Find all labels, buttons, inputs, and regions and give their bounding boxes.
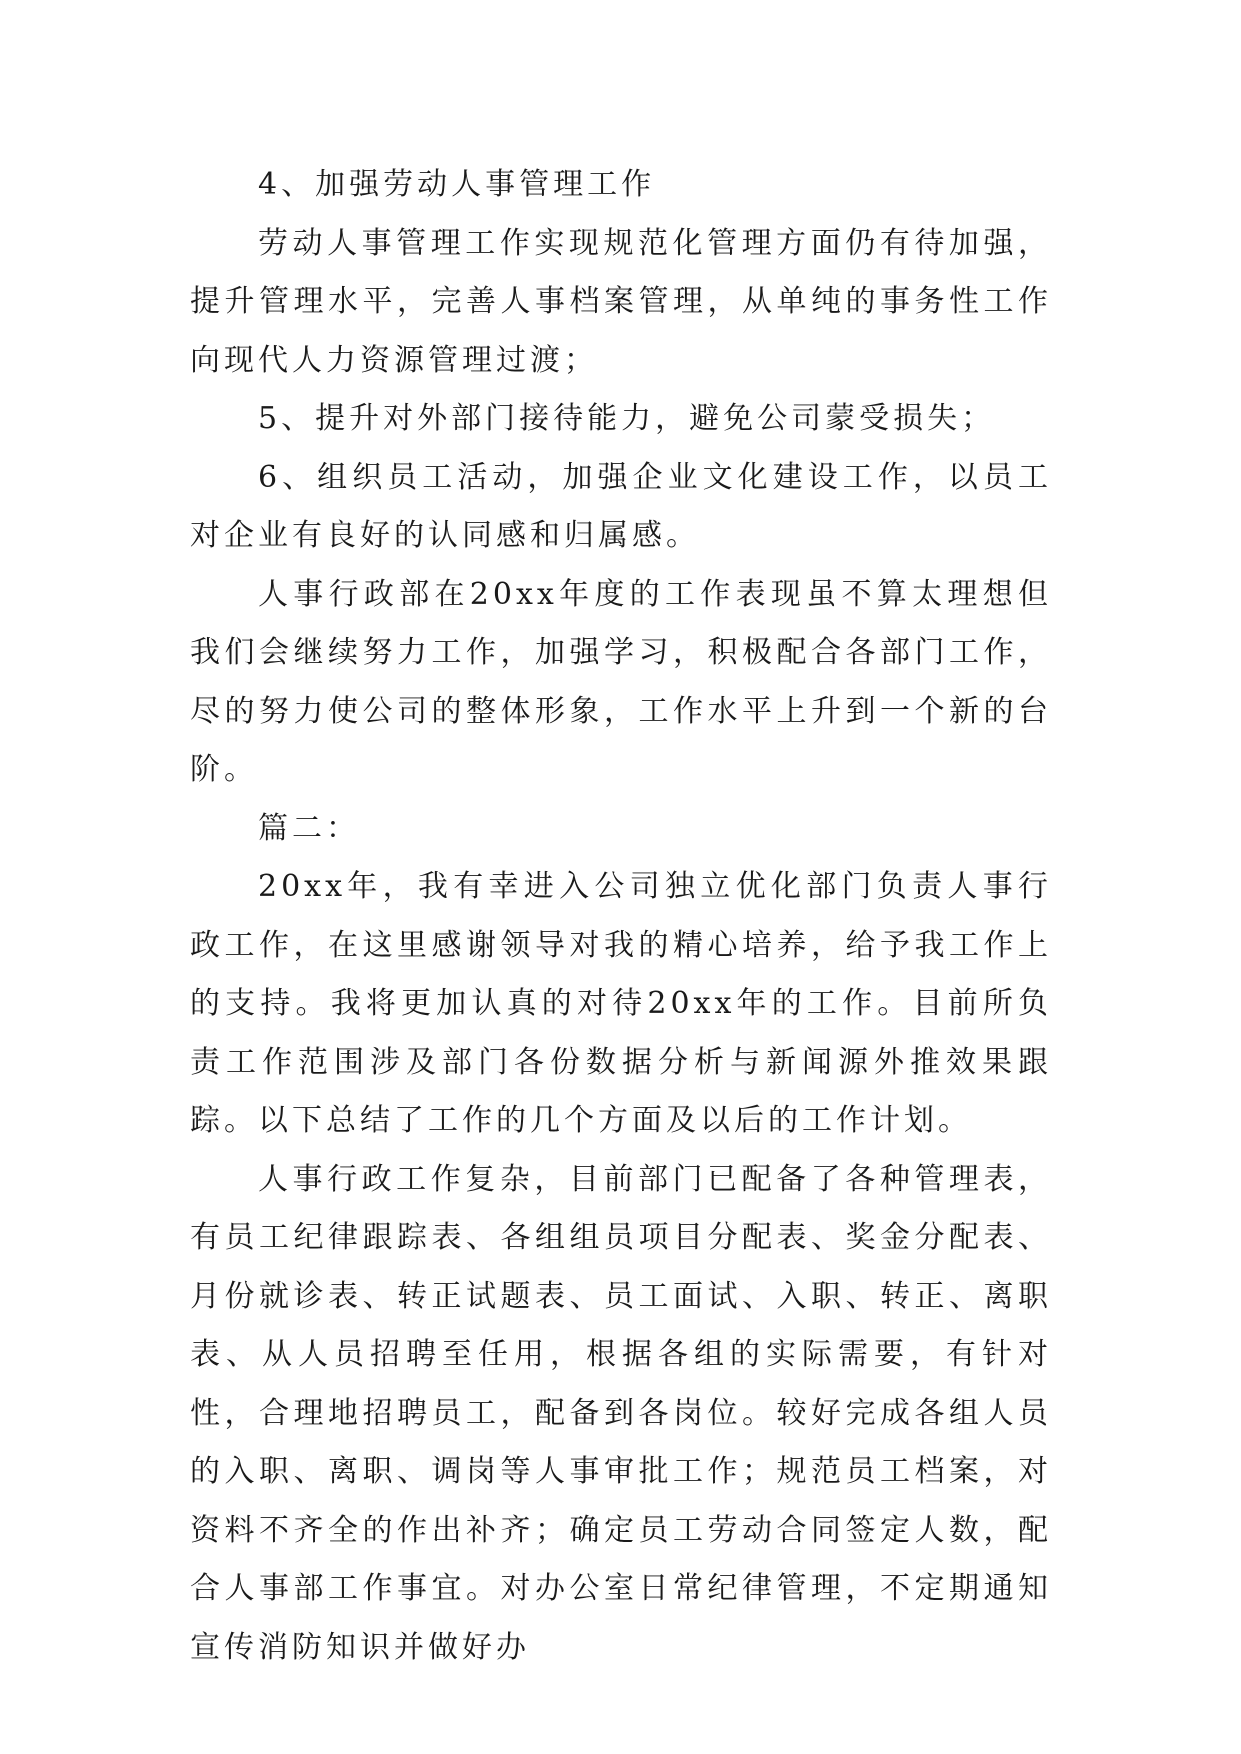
paragraph: 4、加强劳动人事管理工作 bbox=[258, 167, 656, 202]
paragraph: 劳动人事管理工作实现规范化管理方面仍有待加强，提升管理水平，完善人事档案管理，从单纯的事务性工作向现代人力资源管理过渡； bbox=[190, 225, 1052, 378]
section-heading: 篇二： bbox=[258, 810, 360, 846]
document-body bbox=[190, 156, 1052, 1677]
paragraph: 6、组织员工活动，加强企业文化建设工作，以员工对企业有良好的认同感和归属感。 bbox=[190, 459, 1052, 553]
paragraph: 人事行政工作复杂，目前部门已配备了各种管理表，有员工纪律跟踪表、各组组员项目分配表、奖金分配表、月份就诊表、转正试题表、员工面试、入职、转正、离职表、从人员招聘至任用，根据各组的实际需要，有针对性，合理地招聘员工，配备到各岗位。较好完成各组人员的入职、离职、调岗等人事审批工作；规范员工档案，对资料不齐全的作出补齐；确定员工劳动合同签定人数，配合人事部工作事宜。对办公室日常纪律管理，不定期通知宣传消防知识并做好办 bbox=[190, 1161, 1052, 1665]
paragraph: 20xx年，我有幸进入公司独立优化部门负责人事行政工作，在这里感谢领导对我的精心培养，给予我工作上的支持。我将更加认真的对待20xx年的工作。目前所负责工作范围涉及部门各份数据分析与新闻源外推效果跟踪。以下总结了工作的几个方面及以后的工作计划。 bbox=[190, 869, 1052, 1138]
paragraph: 5、提升对外部门接待能力，避免公司蒙受损失； bbox=[258, 401, 996, 436]
paragraph: 人事行政部在20xx年度的工作表现虽不算太理想但我们会继续努力工作，加强学习，积极配合各部门工作，尽的努力使公司的整体形象，工作水平上升到一个新的台阶。 bbox=[190, 576, 1052, 787]
